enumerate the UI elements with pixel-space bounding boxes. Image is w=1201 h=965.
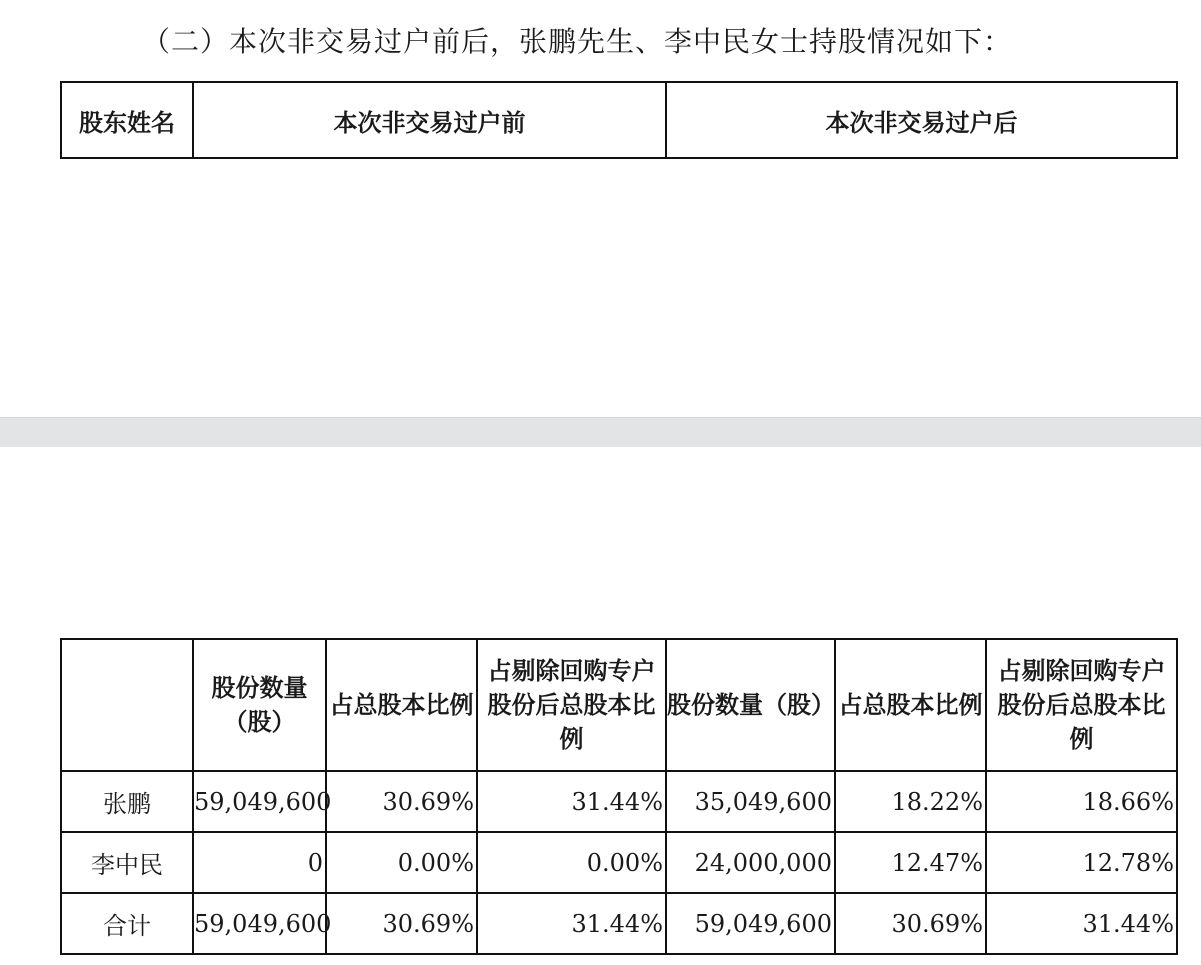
table-cell: 31.44%	[477, 893, 666, 954]
section-heading: （二）本次非交易过户前后，张鹏先生、李中民女士持股情况如下：	[142, 25, 1013, 58]
col-after-transfer: 本次非交易过户后	[666, 82, 1177, 158]
table-cell: 30.69%	[326, 771, 477, 832]
table-cell: 30.69%	[326, 893, 477, 954]
table-cell: 59,049,600	[193, 893, 326, 954]
sub-header-row	[61, 639, 1177, 771]
header-row	[61, 82, 1177, 158]
sub-header-adj-ratio-before: 占剔除回购专户股份后总股本比例	[477, 639, 666, 771]
sub-header-adj-ratio-after: 占剔除回购专户股份后总股本比例	[986, 639, 1177, 771]
table-row-total	[61, 893, 1177, 954]
table-cell: 18.22%	[835, 771, 986, 832]
page-break-gap	[0, 417, 1201, 447]
total-label: 合计	[61, 893, 193, 954]
table-cell: 30.69%	[835, 893, 986, 954]
table-cell: 59,049,600	[193, 771, 326, 832]
table-cell: 0.00%	[477, 832, 666, 893]
shareholder-name: 李中民	[61, 832, 193, 893]
holdings-header-table	[60, 81, 1178, 159]
table-cell: 35,049,600	[666, 771, 835, 832]
sub-header-shares-after: 股份数量（股）	[666, 639, 835, 771]
table-cell: 59,049,600	[666, 893, 835, 954]
table-cell: 24,000,000	[666, 832, 835, 893]
table-cell: 31.44%	[477, 771, 666, 832]
holdings-table	[60, 638, 1178, 955]
sub-header-ratio-after: 占总股本比例	[835, 639, 986, 771]
table-cell: 12.78%	[986, 832, 1177, 893]
sub-header-shares-before: 股份数量（股）	[193, 639, 326, 771]
col-before-transfer: 本次非交易过户前	[193, 82, 666, 158]
table-cell: 0	[193, 832, 326, 893]
table-cell: 31.44%	[986, 893, 1177, 954]
table-cell: 18.66%	[986, 771, 1177, 832]
table-row	[61, 771, 1177, 832]
sub-header-ratio-before: 占总股本比例	[326, 639, 477, 771]
col-shareholder-name: 股东姓名	[61, 82, 193, 158]
table-cell: 0.00%	[326, 832, 477, 893]
table-row	[61, 832, 1177, 893]
shareholder-name: 张鹏	[61, 771, 193, 832]
sub-header-empty	[61, 639, 193, 771]
table-cell: 12.47%	[835, 832, 986, 893]
